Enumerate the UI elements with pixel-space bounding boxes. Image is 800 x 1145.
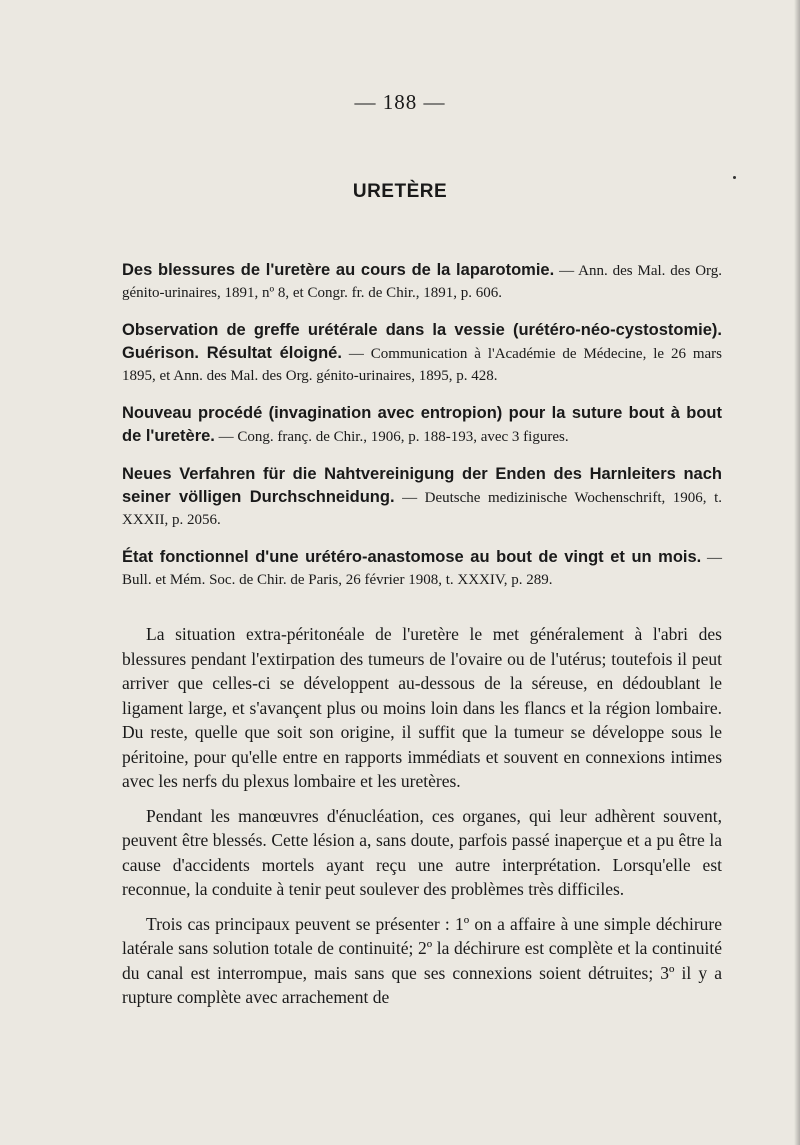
reference-item: [122, 546, 722, 591]
speck-mark: [733, 176, 736, 179]
reference-citation: — Deutsche medizinische Wochenschrift, 1906, t. XXXII, p. 2056.: [122, 490, 723, 528]
bibliography-list: [122, 244, 722, 600]
page-edge-shadow: [794, 0, 800, 1145]
page-number: — 188 —: [354, 90, 446, 114]
paragraph: Pendant les manœuvres d'énucléation, ces organes, qui leur adhèrent souvent, peuvent être blessés. Cette lésion a, sans doute, parfois passé inaperçue et a pu être la cause d'accidents mortels ayant reçu une autre interprétation. Lorsqu'elle est reconnue, la conduite à tenir peut soulever des problèmes très difficiles.: [122, 805, 722, 899]
reference-title: Des blessures de l'uretère au cours de la laparotomie.: [122, 261, 555, 279]
reference-title: Neues Verfahren für die Nahtvereinigung der Enden des Harnleiters nach seiner völligen Durchschneidung.: [122, 465, 722, 506]
reference-citation: — Communication à l'Académie de Médecine, le 26 mars 1895, et Ann. des Mal. des Org. génito-urinaires, 1895, p. 428.: [122, 346, 722, 384]
reference-item: [122, 319, 722, 387]
reference-item: [122, 259, 722, 304]
reference-title: État fonctionnel d'une urétéro-anastomose au bout de vingt et un mois.: [122, 548, 702, 566]
paragraph: Trois cas principaux peuvent se présenter : 1º on a affaire à une simple déchirure latérale sans solution totale de continuité; 2º la déchirure est complète et la continuité du canal est interrompue, mais sans que ses connexions soient détruites; 3º il y a rupture complète avec arrachement de: [122, 913, 722, 1007]
reference-item: [122, 463, 722, 531]
paragraph: La situation extra-péritonéale de l'uretère le met généralement à l'abri des blessures pendant l'extirpation des tumeurs de l'ovaire ou de l'utérus; toutefois il peut arriver que celles-ci se développent au-dessous de la séreuse, en dédoublant le ligament large, et s'avançent plus ou moins loin dans les flancs et la région lombaire. Du reste, quelle que soit son origine, il suffit que la tumeur se développe sous le péritoine, pour qu'elle entre en rapports immédiats et souvent en connexions intimes avec les nerfs du plexus lombaire et les uretères.: [122, 624, 722, 791]
section-title: URETÈRE: [352, 181, 448, 202]
reference-title: Nouveau procédé (invagination avec entropion) pour la suture bout à bout de l'uretère.: [122, 404, 722, 445]
reference-citation: — Cong. franç. de Chir., 1906, p. 188-193, avec 3 figures.: [214, 429, 569, 445]
reference-citation: — Ann. des Mal. des Org. génito-urinaires, 1891, nº 8, et Congr. fr. de Chir., 1891, p. 606.: [122, 263, 723, 301]
reference-citation: — Bull. et Mém. Soc. de Chir. de Paris, 26 février 1908, t. XXXIV, p. 289.: [122, 550, 722, 588]
reference-item: [122, 402, 722, 448]
body-text: [122, 622, 722, 1020]
reference-title: Observation de greffe urétérale dans la vessie (urétéro-néo-cystostomie). Guérison. Résultat éloigné.: [122, 321, 722, 362]
